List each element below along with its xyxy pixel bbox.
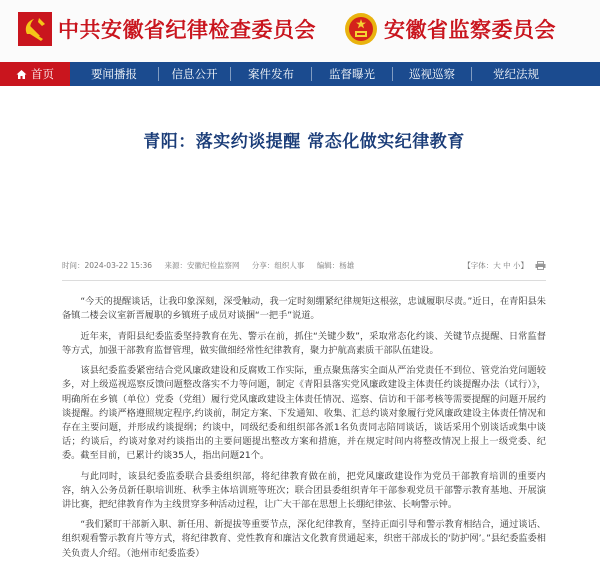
publish-time: 时间：2024-03-22 15:36	[62, 261, 153, 270]
nav-item-cases[interactable]: 案件发布	[248, 67, 294, 81]
nav-item-home[interactable]	[0, 62, 70, 86]
article-category: 分享：组织人事	[251, 261, 305, 270]
nav-item-inspection[interactable]: 巡视巡察	[409, 67, 455, 81]
main-nav	[0, 62, 600, 86]
nav-item-exposure[interactable]: 监督曝光	[329, 67, 375, 81]
print-icon[interactable]	[535, 261, 546, 270]
paragraph: “今天的提醒谈话，让我印象深刻，深受触动，我一定时刻绷紧纪律规矩这根弦，忠诚履职尽责。”近日，在青阳县朱备镇二楼会议室新晋履职的乡镇班子成员对谈捆“一把手”说道。	[62, 296, 546, 322]
paragraph: “我们紧盯干部新入职、新任用、新提拔等重要节点，深化纪律教育，坚持正面引导和警示教育相结合，通过谈话、组织观看警示教育片等方式，将纪律教育、党性教育和廉洁文化教育贯通起来，织密干部成长的‘防护网’。”县纪委监委相关负责人介绍。（池州市纪委监委）	[62, 519, 546, 559]
article-editor: 编辑：杨雄	[316, 261, 355, 270]
font-size-switcher[interactable]: 【字体：大 中 小】	[463, 261, 528, 270]
org-title-supervision: 安徽省监察委员会	[384, 17, 556, 42]
nav-item-news[interactable]: 要闻播报	[91, 67, 137, 81]
nav-item-disclosure[interactable]: 信息公开	[171, 67, 218, 81]
article-meta	[62, 260, 546, 274]
divider	[62, 280, 546, 281]
nav-item-label: 首页	[31, 67, 54, 81]
article-source: 来源：安徽纪检监察网	[164, 261, 240, 270]
org-title-ccdi: 中共安徽省纪律检查委员会	[58, 17, 316, 42]
site-header	[0, 0, 600, 62]
article	[62, 86, 546, 559]
paragraph: 该县纪委监委紧密结合党风廉政建设和反腐败工作实际，重点聚焦落实全面从严治党责任不到位、管党治党问题较多，对上级巡视巡察反馈问题整改落实不力等问题，制定《青阳县落实党风廉政建设主体责任约谈提醒办法（试行）》，明确所在乡镇（单位）党委（党组）履行党风廉政建设主体责任情况、巡察、信访和干部考核等需要提醒的问题开展约谈提醒。约谈严格遵照规定程序,约谈前，制定方案、下发通知、收集、汇总约谈对象履行党风廉政建设主体责任情况和存在主要问题，并形成约谈提纲；约谈中，同级纪委和组织部各派1名负责同志陪同谈话，谈话采用个别谈话或集中谈话；约谈后，约谈对象对约谈指出的主要问题提出整改方案和措施，并在规定时间内将整改情况上报上一级党委、纪委。截至目前，已累计约谈35人，指出问题21个。	[62, 365, 546, 461]
national-emblem-icon	[344, 12, 378, 46]
nav-item-regulations[interactable]: 党纪法规	[493, 67, 539, 81]
article-title: 青阳：落实约谈提醒 常态化做实纪律教育	[143, 132, 465, 152]
home-icon	[16, 69, 27, 80]
paragraph: 近年来，青阳县纪委监委坚持教育在先、警示在前，抓住“关键少数”，采取常态化约谈、关键节点提醒、日常监督等方式，加强干部教育监督管理，做实做细经常性纪律教育，聚力护航高素质干部队伍建设。	[62, 330, 546, 356]
header-right[interactable]	[344, 12, 556, 46]
party-emblem-icon	[18, 12, 52, 46]
article-body	[62, 295, 546, 567]
header-left[interactable]	[18, 12, 316, 46]
paragraph: 与此同时，该县纪委监委联合县委组织部，将纪律教育做在前，把党风廉政建设作为党员干部教育培训的重要内容，纳入公务员新任职培训班、秋季主体培训班等班次；联合团县委组织青年干部参观党员干部警示教育基地、开展演讲比赛，把纪律教育作为主线贯穿多种活动过程，让广大干部在思想上长绷纪律弦、长响警示钟。	[62, 470, 546, 510]
